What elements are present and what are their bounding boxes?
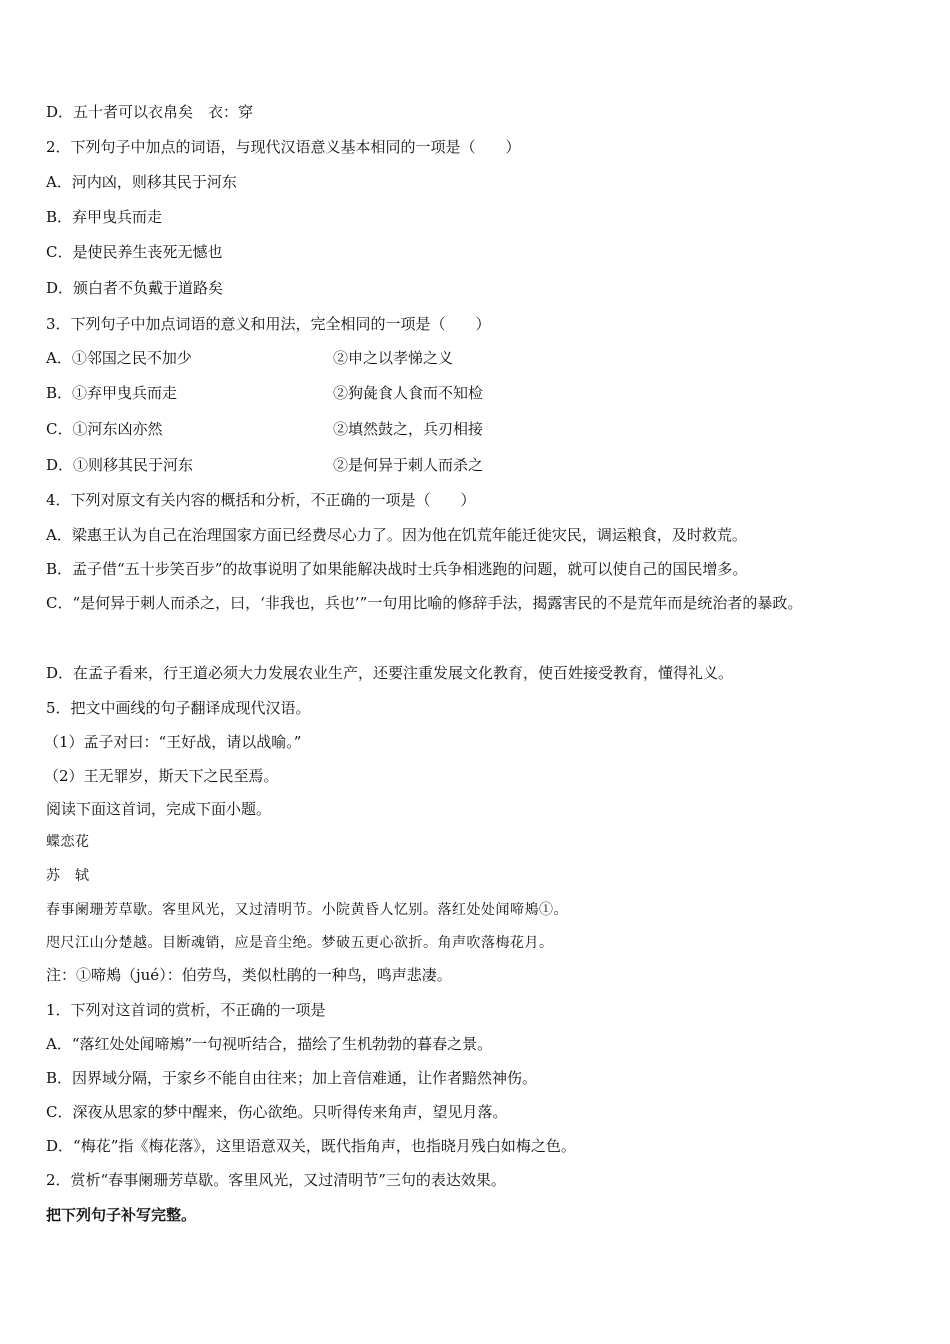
- q3-option-d-left: D．①则移其民于河东: [46, 456, 194, 474]
- pq2-stem: 2．赏析“春事阑珊芳草歇。客里风光，又过清明节”三句的表达效果。: [46, 1171, 506, 1189]
- q2-option-c: C．是使民养生丧死无憾也: [46, 243, 223, 261]
- q4-option-a: A．梁惠王认为自己在治理国家方面已经费尽心力了。因为他在饥荒年能迁徙灾民，调运粮食，及时救荒。: [46, 526, 747, 544]
- q4-option-b: B．孟子借“五十步笑百步”的故事说明了如果能解决战时士兵争相逃跑的问题，就可以使自己的国民增多。: [46, 560, 748, 578]
- q3-option-b-left: B．①弃甲曳兵而走: [46, 384, 178, 402]
- q3-option-c-left: C．①河东凶亦然: [46, 420, 163, 438]
- q5-sentence-2: （2）王无罪岁，斯天下之民至焉。: [44, 767, 279, 785]
- q2-option-d: D．颁白者不负戴于道路矣: [46, 279, 224, 297]
- q4-option-c: C．“是何异于刺人而杀之，曰，‘非我也，兵也’”一句用比喻的修辞手法，揭露害民的不是荒年而是统治者的暴政。: [46, 594, 803, 612]
- q1-option-d: D．五十者可以衣帛矣 衣：穿: [46, 103, 254, 121]
- pq1-stem: 1．下列对这首词的赏析，不正确的一项是: [46, 1001, 326, 1019]
- q3-option-d: [46, 454, 193, 476]
- q4-option-d: D．在孟子看来，行王道必须大力发展农业生产，还要注重发展文化教育，使百姓接受教育，懂得礼义。: [46, 664, 734, 682]
- q5-stem: 5．把文中画线的句子翻译成现代汉语。: [46, 699, 311, 717]
- q3-option-a: [46, 347, 192, 369]
- poem-title: 蝶恋花: [46, 834, 90, 850]
- pq1-option-b: B．因界域分隔，于家乡不能自由往来；加上音信难通，让作者黯然神伤。: [46, 1069, 538, 1087]
- poem-note: 注：①啼鴂（jué）：伯劳鸟，类似杜鹃的一种鸟，鸣声悲凄。: [46, 966, 452, 984]
- q2-option-b: B．弃甲曳兵而走: [46, 208, 163, 226]
- pq1-option-d: D．“梅花”指《梅花落》，这里语意双关，既代指角声，也指晓月残白如梅之色。: [46, 1137, 576, 1155]
- section-heading: 把下列句子补写完整。: [46, 1206, 197, 1224]
- q2-stem: 2．下列句子中加点的词语，与现代汉语意义基本相同的一项是（ ）: [46, 138, 521, 156]
- poem-author: 苏 轼: [46, 868, 90, 884]
- q3-option-b: [46, 382, 177, 404]
- q3-stem: 3．下列句子中加点词语的意义和用法，完全相同的一项是（ ）: [46, 315, 491, 333]
- q3-option-d-right: ②是何异于刺人而杀之: [333, 456, 484, 474]
- q3-option-a-left: A．①邻国之民不加少: [46, 349, 192, 367]
- q4-stem: 4．下列对原文有关内容的概括和分析，不正确的一项是（ ）: [46, 491, 476, 509]
- pq1-option-a: A．“落红处处闻啼鴂”一句视听结合，描绘了生机勃勃的暮春之景。: [46, 1035, 493, 1053]
- q3-option-a-right: ②申之以孝悌之义: [333, 349, 454, 367]
- q5-sentence-1: （1）孟子对曰：“王好战，请以战喻。”: [44, 733, 302, 751]
- poem-line-1: 春事阑珊芳草歇。客里风光，又过清明节。小院黄昏人忆别。落红处处闻啼鴂①。: [46, 902, 568, 918]
- q3-option-c-right: ②填然鼓之，兵刃相接: [333, 420, 484, 438]
- pq1-option-c: C．深夜从思家的梦中醒来，伤心欲绝。只听得传来角声，望见月落。: [46, 1103, 508, 1121]
- poem-line-2: 咫尺江山分楚越。目断魂销，应是音尘绝。梦破五更心欲折。角声吹落梅花月。: [46, 935, 554, 951]
- q3-option-c: [46, 418, 162, 440]
- q2-option-a: A．河内凶，则移其民于河东: [46, 173, 237, 191]
- q3-option-b-right: ②狗彘食人食而不知检: [333, 384, 484, 402]
- poem-intro: 阅读下面这首词，完成下面小题。: [46, 800, 272, 818]
